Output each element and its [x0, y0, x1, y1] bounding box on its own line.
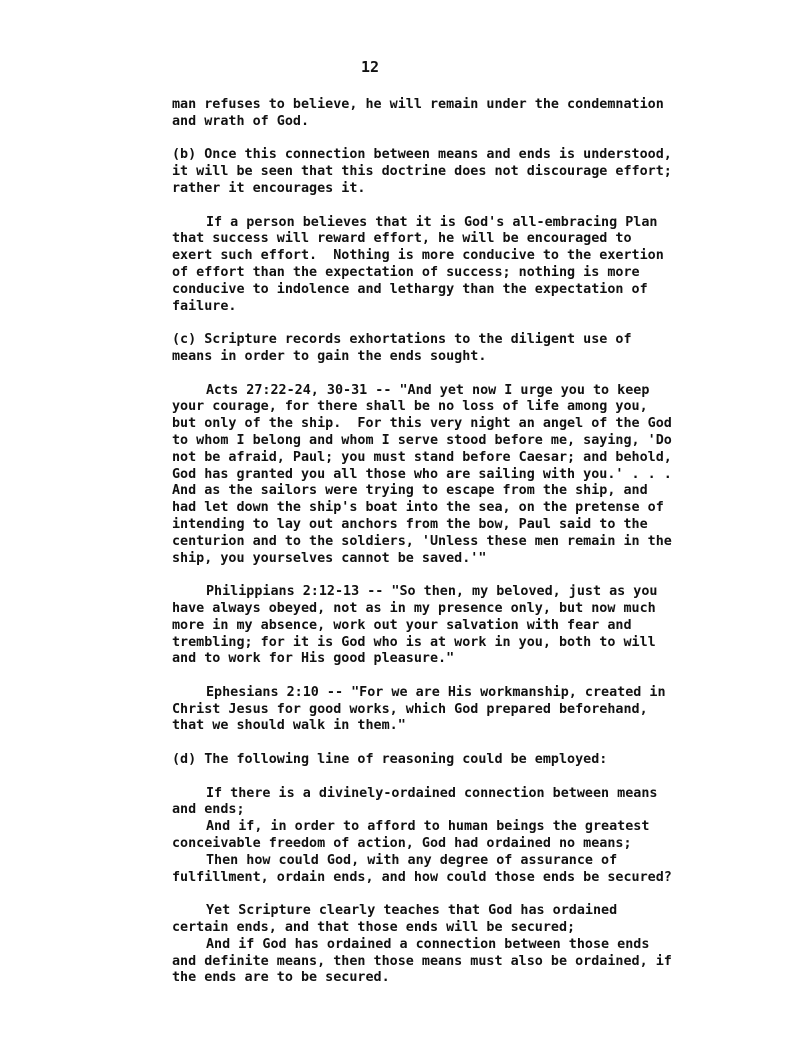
text-line: If there is a divinely-ordained connection between means [206, 785, 658, 801]
paragraph [172, 332, 732, 366]
text-line: but only of the ship. For this very night an angel of the God [172, 416, 672, 432]
document-body [172, 97, 732, 1004]
text-line: Christ Jesus for good works, which God prepared beforehand, [172, 701, 648, 717]
text-line: certain ends, and that those ends will be secured; [172, 920, 576, 936]
text-line: Ephesians 2:10 -- "For we are His workmanship, created in [206, 684, 666, 700]
text-line: not be afraid, Paul; you must stand before Caesar; and behold, [172, 449, 672, 465]
text-line: Acts 27:22-24, 30-31 -- "And yet now I urge you to keep [206, 382, 650, 398]
text-line: Yet Scripture clearly teaches that God has ordained [206, 903, 618, 919]
text-line: and to work for His good pleasure." [172, 651, 455, 667]
text-line: your courage, for there shall be no loss of life among you, [172, 399, 648, 415]
text-line: intending to lay out anchors from the bow, Paul said to the [172, 516, 648, 532]
text-line: means in order to gain the ends sought. [172, 348, 487, 364]
text-line: conducive to indolence and lethargy than the expectation of [172, 281, 648, 297]
paragraph [172, 685, 732, 735]
text-line: centurion and to the soldiers, 'Unless these men remain in the [172, 533, 672, 549]
text-line: exert such effort. Nothing is more conducive to the exertion [172, 248, 664, 264]
text-line: that success will reward effort, he will be encouraged to [172, 231, 632, 247]
paragraph [172, 903, 732, 987]
paragraph [172, 786, 732, 887]
text-line: And if God has ordained a connection between those ends [206, 936, 650, 952]
paragraph [172, 752, 732, 769]
text-line: And as the sailors were trying to escape from the ship, and [172, 483, 648, 499]
text-line: And if, in order to afford to human beings the greatest [206, 819, 650, 835]
paragraph [172, 383, 732, 568]
paragraph [172, 584, 732, 668]
paragraph [172, 97, 732, 131]
paragraph [172, 215, 732, 316]
text-line: of effort than the expectation of success; nothing is more [172, 264, 640, 280]
text-line: the ends are to be secured. [172, 970, 390, 986]
text-line: conceivable freedom of action, God had ordained no means; [172, 836, 632, 852]
text-line: Philippians 2:12-13 -- "So then, my beloved, just as you [206, 584, 658, 600]
text-line: had let down the ship's boat into the sea, on the pretense of [172, 500, 664, 516]
text-line: Then how could God, with any degree of assurance of [206, 852, 618, 868]
text-line: have always obeyed, not as in my presence only, but now much [172, 600, 656, 616]
text-line: (c) Scripture records exhortations to the diligent use of [172, 332, 632, 348]
text-line: ship, you yourselves cannot be saved.'" [172, 550, 487, 566]
text-line: trembling; for it is God who is at work in you, both to will [172, 634, 656, 650]
text-line: man refuses to believe, he will remain under the condemnation [172, 97, 664, 112]
text-line: more in my absence, work out your salvation with fear and [172, 617, 632, 633]
text-line: failure. [172, 298, 237, 314]
text-line: fulfillment, ordain ends, and how could those ends be secured? [172, 869, 672, 885]
text-line: to whom I belong and whom I serve stood before me, saying, 'Do [172, 432, 672, 448]
page-number: 12 [360, 58, 380, 76]
text-line: (d) The following line of reasoning could be employed: [172, 752, 608, 768]
text-line: and wrath of God. [172, 113, 310, 129]
text-line: (b) Once this connection between means and ends is understood, [172, 147, 672, 163]
text-line: it will be seen that this doctrine does not discourage effort; [172, 164, 672, 180]
text-line: and ends; [172, 802, 245, 818]
text-line: rather it encourages it. [172, 180, 366, 196]
text-line: God has granted you all those who are sailing with you.' . . . [172, 466, 672, 482]
text-line: that we should walk in them." [172, 718, 406, 734]
text-line: If a person believes that it is God's all-embracing Plan [206, 214, 658, 230]
paragraph [172, 147, 732, 197]
text-line: and definite means, then those means must also be ordained, if [172, 953, 672, 969]
